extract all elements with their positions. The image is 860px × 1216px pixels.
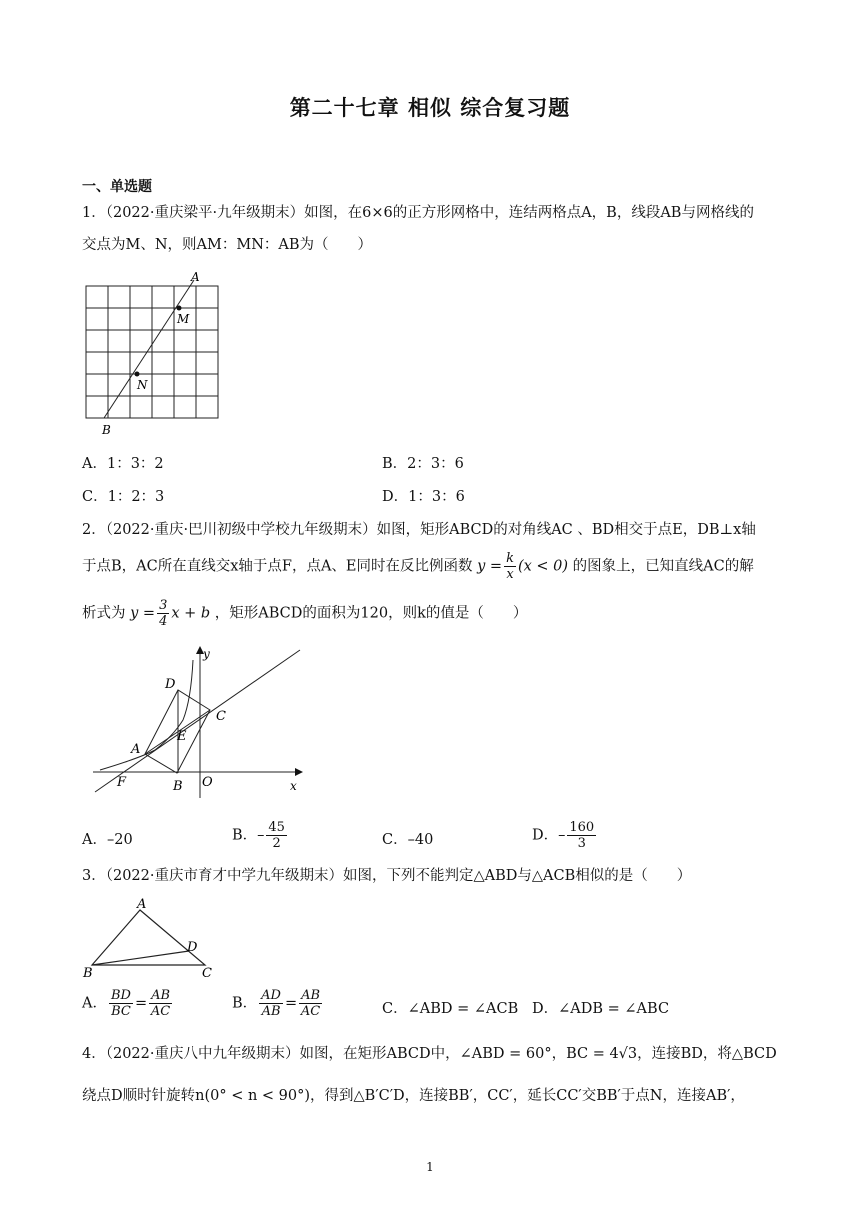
- q2-label-x: x: [290, 779, 297, 793]
- q2-func-y: y =: [477, 558, 503, 575]
- q1-line2: 交点为M、N，则AM：MN：AB为（ ）: [82, 237, 373, 253]
- q2-label-a: A: [131, 742, 141, 757]
- q4-line1: 4．（2022·重庆八中九年级期末）如图，在矩形ABCD中，∠ABD = 60°，BC = 4√3，连接BD，将△BCD: [82, 1046, 777, 1062]
- page-title: 第二十七章 相似 综合复习题: [289, 95, 571, 120]
- q3-line1: 3．（2022·重庆市育才中学九年级期末）如图，下列不能判定△ABD与△ACB相似的是（ ）: [82, 868, 692, 884]
- q1-option-c[interactable]: C．1：2：3: [82, 489, 165, 505]
- q2-option-b[interactable]: [232, 820, 289, 851]
- q1-point-m: [177, 306, 182, 311]
- q2-hyperbola: [100, 660, 193, 770]
- q2-label-f: F: [117, 775, 127, 790]
- q2-option-d[interactable]: [532, 820, 598, 851]
- q2-option-d-den: 3: [577, 836, 586, 851]
- q1-label-m: M: [177, 312, 190, 326]
- q2-option-b-frac: [266, 820, 287, 851]
- q2-label-c: C: [216, 709, 226, 724]
- q3-option-d[interactable]: D．∠ADB = ∠ABC: [532, 1001, 670, 1017]
- q2-label-b: B: [173, 779, 183, 794]
- q2-line2-start: 于点B，AC所在直线交x轴于点F，点A、E同时在反比例函数: [82, 558, 473, 575]
- q3-triangle-figure: [80, 893, 225, 983]
- q2-func-cond: (x < 0): [517, 558, 569, 575]
- q2-line3-end: ，矩形ABCD的面积为120，则k的值是（ ）: [214, 605, 528, 622]
- q2-line-ac: [95, 650, 300, 792]
- q2-option-b-prefix: B．–: [232, 827, 265, 844]
- q3-option-b-frac2: [299, 988, 322, 1019]
- q2-option-c[interactable]: C．–40: [382, 832, 434, 848]
- q2-option-a[interactable]: A．–20: [82, 832, 133, 848]
- q2-line-y: y =: [130, 605, 156, 622]
- q2-line1: 2．（2022·重庆·巴川初级中学校九年级期末）如图，矩形ABCD的对角线AC 、BD相交于点E，DB⊥x轴: [82, 522, 756, 538]
- q3-label-c: C: [202, 966, 212, 981]
- q2-func-k: k: [506, 551, 514, 566]
- q3-option-a-d2: AC: [150, 1004, 171, 1019]
- q3-option-b-d1: AB: [261, 1004, 281, 1019]
- q3-option-b-prefix: B．: [232, 995, 258, 1012]
- q4-line2: 绕点D顺时针旋转n(0° < n < 90°)，得到△B′C′D，连接BB′，CC′，延长CC′交BB′于点N，连接AB′，: [82, 1088, 745, 1104]
- section-heading: 一、单选题: [82, 179, 152, 195]
- q3-option-b-d2: AC: [300, 1004, 321, 1019]
- q2-line-frac: [157, 598, 169, 629]
- q2-option-b-den: 2: [272, 836, 281, 851]
- q1-label-b: B: [102, 423, 111, 437]
- q3-option-b[interactable]: [232, 988, 324, 1019]
- q3-option-a-frac1: [109, 988, 133, 1019]
- q2-label-e: E: [177, 729, 187, 744]
- q2-option-b-num: 45: [268, 820, 285, 835]
- q2-line2: [82, 551, 782, 582]
- q1-line1: 1．（2022·重庆梁平·九年级期末）如图，在6×6的正方形网格中，连结两格点A，B，线段AB与网格线的: [82, 205, 754, 221]
- q2-option-d-num: 160: [569, 820, 595, 835]
- q3-option-a-d1: BC: [111, 1004, 131, 1019]
- q2-label-y: y: [203, 647, 210, 661]
- q3-option-a-prefix: A．: [82, 995, 107, 1012]
- q3-option-b-n2: AB: [301, 988, 321, 1003]
- q2-line-tail: x + b: [171, 605, 211, 622]
- q3-option-a-n2: AB: [151, 988, 171, 1003]
- q3-label-a: A: [137, 897, 147, 912]
- q1-option-b[interactable]: B．2：3：6: [382, 456, 464, 472]
- q3-option-b-eq: =: [284, 995, 298, 1012]
- q2-option-d-frac: [567, 820, 596, 851]
- q2-label-d: D: [165, 677, 176, 692]
- page-number: 1: [426, 1160, 434, 1174]
- q2-line3: [82, 598, 782, 629]
- q1-grid-figure: [80, 268, 220, 438]
- q2-line2-end: 的图象上，已知直线AC的解: [572, 558, 754, 575]
- q3-option-c[interactable]: C．∠ABD = ∠ACB: [382, 1001, 519, 1017]
- q1-label-a: A: [191, 270, 200, 284]
- q2-coordinate-figure: [85, 640, 310, 800]
- q2-line-num: 3: [159, 598, 168, 613]
- q1-point-n: [135, 372, 140, 377]
- q3-option-b-frac1: [259, 988, 283, 1019]
- q3-label-b: B: [83, 966, 93, 981]
- q3-label-d: D: [187, 940, 198, 955]
- q3-option-a[interactable]: [82, 988, 174, 1019]
- q2-func-x: x: [506, 567, 514, 582]
- q2-label-o: O: [202, 775, 213, 790]
- q3-option-a-eq: =: [134, 995, 148, 1012]
- q2-line-den: 4: [159, 614, 168, 629]
- q3-option-a-n1: BD: [110, 988, 131, 1003]
- q3-option-a-frac2: [149, 988, 172, 1019]
- q1-option-a[interactable]: A．1：3：2: [82, 456, 164, 472]
- q1-option-d[interactable]: D．1：3：6: [382, 489, 465, 505]
- q1-label-n: N: [137, 378, 148, 392]
- q2-func-frac: [504, 551, 516, 582]
- q3-option-b-n1: AD: [261, 988, 281, 1003]
- q2-line3-start: 析式为: [82, 605, 126, 622]
- q2-option-d-prefix: D．–: [532, 827, 566, 844]
